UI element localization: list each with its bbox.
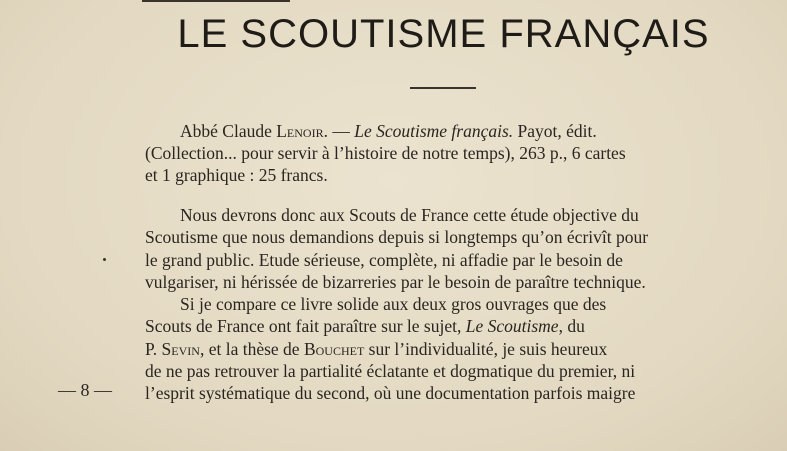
paragraph-2-line: l’esprit systématique du second, où une documentation parfois maigre [145,383,636,404]
book-title: Le Scoutisme français. [354,121,514,141]
paragraph-2-line [145,315,755,337]
author-prefix: Abbé Claude [180,121,277,141]
stray-mark [103,258,106,261]
page-title: LE SCOUTISME FRANÇAIS [177,12,710,56]
review-body [145,204,755,405]
paragraph-2-line [145,338,755,360]
author-name-bouchet: Bouchet [303,338,365,359]
text-run: P. [145,338,162,359]
paragraph-1-line: Scoutisme que nous demandions depuis si longtemps qu’on écrivît pour [145,227,649,248]
author-separator: . — [323,121,355,141]
paragraph-2-line: de ne pas retrouver la partialité éclatante et dogmatique du premier, ni [145,361,636,382]
biblio-line-2: (Collection... pour servir à l’histoire de notre temps), 263 p., 6 cartes [145,143,626,163]
cited-title: Le Scoutisme [465,316,559,337]
paragraph-1-line: vulgariser, ni hérissée de bizarreries par le besoin de paraître technique. [145,271,646,292]
paragraph-1-line: Nous devrons donc aux Scouts de France cette étude objective du [180,205,639,225]
top-rule [142,0,290,2]
text-run: , et la thèse de [199,338,304,359]
title-divider [410,87,476,89]
text-run: , du [558,316,585,337]
biblio-line-1 [145,120,755,142]
paragraph-1-line: le grand public. Etude sérieuse, complète, ni affadie par le besoin de [145,249,623,270]
publisher: Payot, édit. [513,121,597,141]
author-surname: Lenoir [276,121,324,141]
paragraph-2-line: Si je compare ce livre solide aux deux gros ouvrages que des [180,294,607,315]
author-name-sevin: Sevin [161,338,200,359]
text-run: sur l’individualité, je suis heureux [364,338,608,359]
text-run: Scouts de France ont fait paraître sur le sujet, [145,316,466,337]
page-number: — 8 — [58,380,112,400]
biblio-line-3: et 1 graphique : 25 francs. [145,165,328,185]
bibliographic-reference [145,120,755,186]
